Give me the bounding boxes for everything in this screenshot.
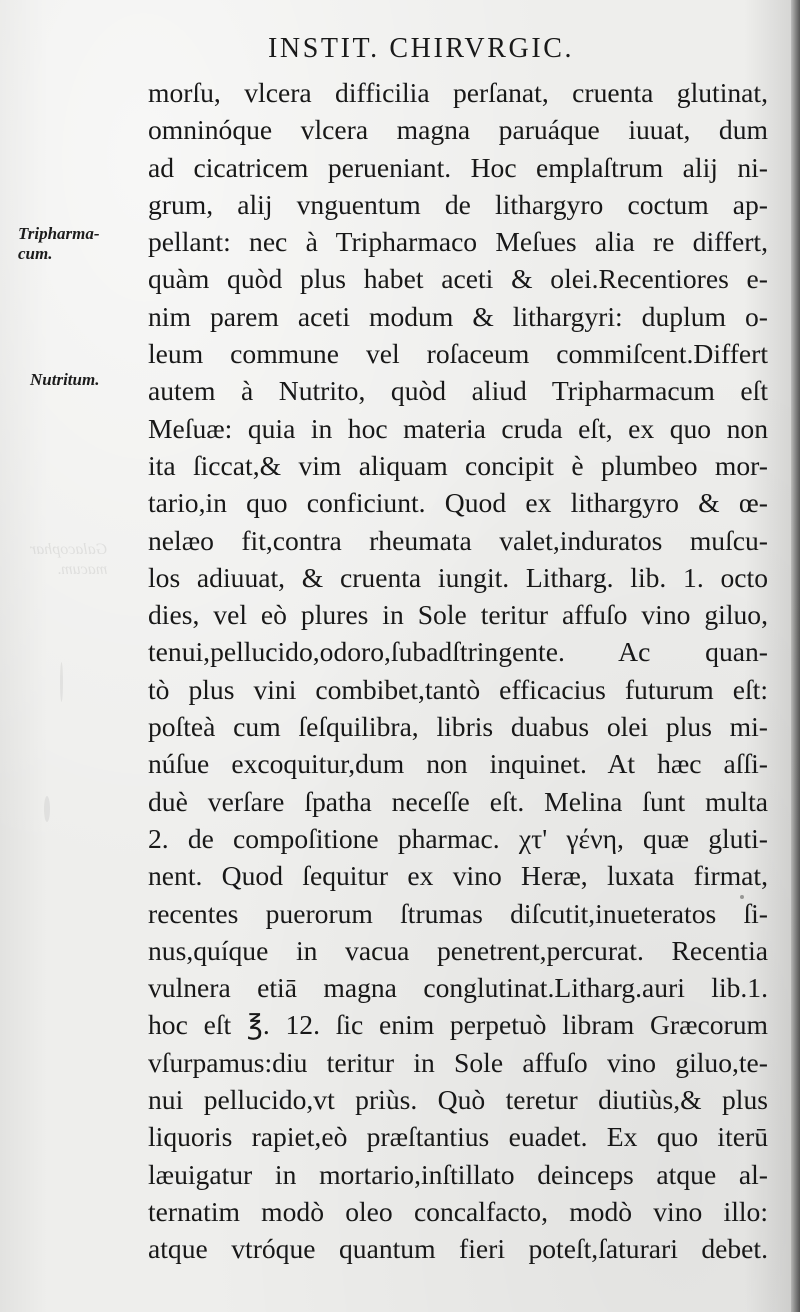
body-line: grum, alij vnguentum de lithargyro coctum ap-: [148, 188, 768, 220]
margin-note-tripharmacum: [18, 224, 100, 264]
body-line: læuigatur in mortario,inſtillato deinceps atque al-: [148, 1158, 768, 1190]
body-line: 2. de compoſitione pharmac. χτ' γένη, quæ gluti-: [148, 822, 768, 854]
body-line: vulnera etiā magna conglutinat.Litharg.auri lib.1.: [148, 972, 768, 1004]
body-line: dies, vel eò plures in Sole teritur affuſo vino giluo,: [148, 599, 768, 631]
page-edge-shadow: [791, 0, 800, 1312]
body-line: tario,in quo conficiunt. Quod ex lithargyro & œ-: [148, 487, 768, 519]
body-line: hoc eſt ℥. 12. ſic enim perpetuò libram Græcorum: [148, 1009, 768, 1041]
margin-note-line: Tripharma-: [18, 224, 100, 243]
body-line: Meſuæ: quia in hoc materia cruda eſt, ex quo non: [148, 412, 768, 444]
body-line: recentes puerorum ſtrumas diſcutit,inueteratos ſi-: [148, 897, 768, 929]
body-line: quàm quòd plus habet aceti & olei.Recentiores e-: [148, 263, 768, 295]
body-line: los adiuuat, & cruenta iungit. Litharg. lib. 1. octo: [148, 561, 768, 593]
body-line: ternatim modò oleo concalfacto, modò vino illo:: [148, 1195, 768, 1227]
show-through-ink: Galacophar macum.: [30, 541, 108, 578]
margin-note-nutritum: Nutritum.: [30, 370, 100, 389]
body-line: omninóque vlcera magna paruáque iuuat, dum: [148, 114, 768, 146]
margin-note-line: cum.: [18, 244, 53, 263]
body-line: duè verſare ſpatha neceſſe eſt. Melina ſunt multa: [148, 785, 768, 817]
body-line: tò plus vini combibet,tantò efficacius futurum eſt:: [148, 673, 768, 705]
body-line: poſteà cum ſeſquilibra, libris duabus olei plus mi-: [148, 711, 768, 743]
body-line: vſurpamus:diu teritur in Sole affuſo vino giluo,te-: [148, 1046, 768, 1078]
body-line: autem à Nutrito, quòd aliud Tripharmacum eſt: [148, 375, 768, 407]
ink-smudge: [44, 796, 50, 822]
body-line: ad cicatricem perueniant. Hoc emplaſtrum alij ni-: [148, 151, 768, 183]
body-line: nus,quíque in vacua penetrent,percurat. Recentia: [148, 934, 768, 966]
body-line: nent. Quod ſequitur ex vino Heræ, luxata firmat,: [148, 860, 768, 892]
body-line: nim parem aceti modum & lithargyri: duplum o-: [148, 300, 768, 332]
body-line: ita ſiccat,& vim aliquam concipit è plumbeo mor-: [148, 449, 768, 481]
body-line: leum commune vel roſaceum commiſcent.Differt: [148, 338, 768, 370]
body-line: nui pellucido,vt priùs. Quò teretur diutiùs,& plus: [148, 1084, 768, 1116]
body-line: morſu, vlcera difficilia perſanat, cruenta glutinat,: [148, 77, 768, 108]
body-line: núſue excoquitur,dum non inquinet. At hæc aſſi-: [148, 748, 768, 780]
ink-smudge: [60, 662, 63, 702]
body-line: liquoris rapiet,eò præſtantius euadet. Ex quo iterū: [148, 1121, 768, 1153]
running-head: INSTIT. CHIRVRGIC.: [268, 33, 575, 64]
body-line: nelæo fit,contra rheumata valet,induratos muſcu-: [148, 524, 768, 556]
body-line: tenui,pellucido,odoro,ſubadſtringente. Ac quan-: [148, 636, 768, 668]
body-line: pellant: nec à Tripharmaco Meſues alia re differt,: [148, 226, 768, 258]
body-line: atque vtróque quantum fieri poteſt,ſaturari debet.: [148, 1233, 768, 1265]
body-text-block: [148, 74, 768, 1268]
